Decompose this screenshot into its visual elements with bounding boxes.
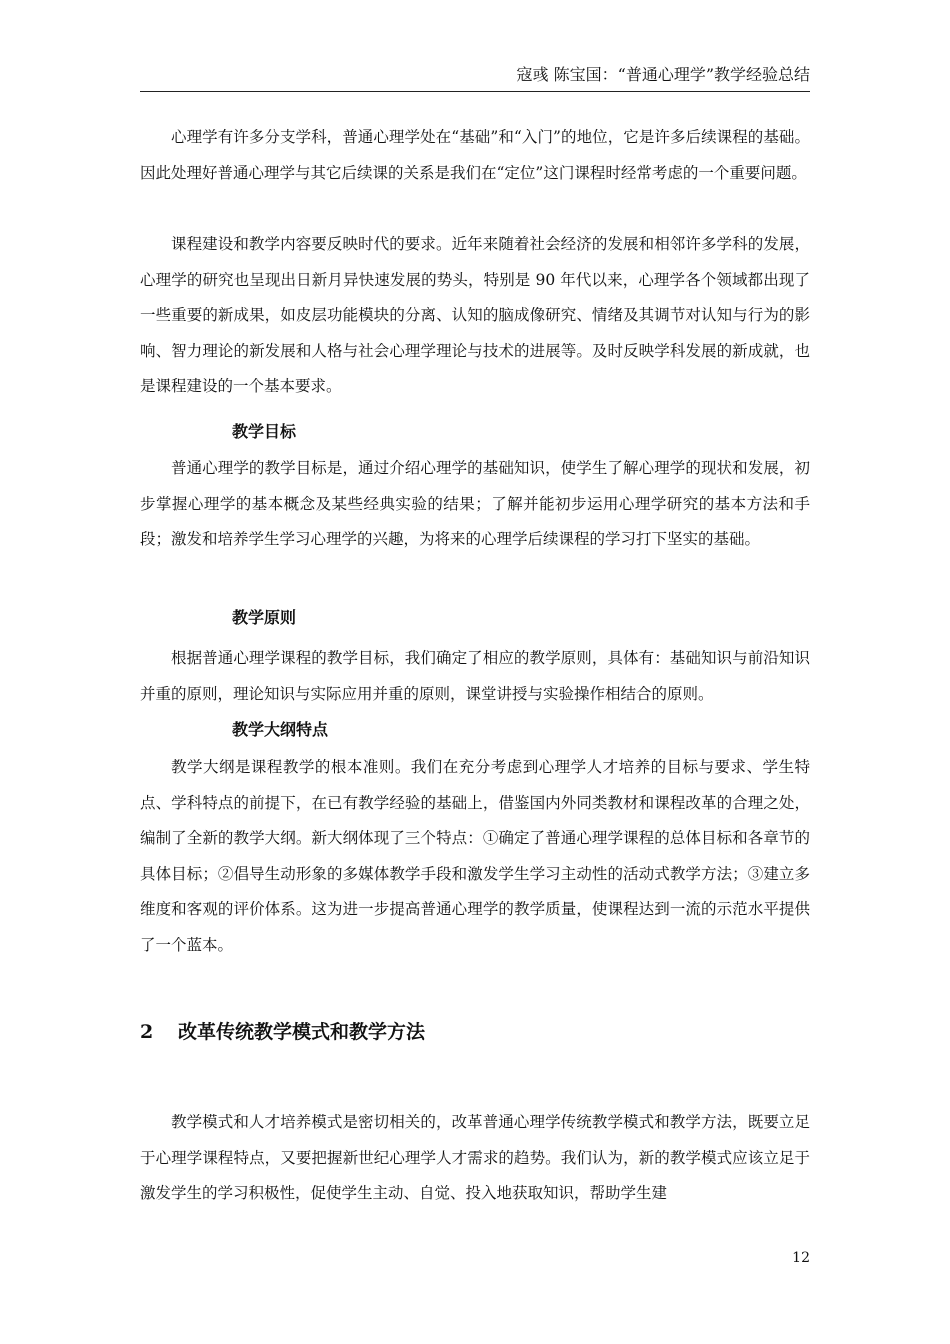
section-number: 2 [140, 1021, 154, 1043]
section-title: 改革传统教学模式和教学方法 [178, 1021, 426, 1043]
header-rule [140, 91, 810, 92]
subheading-teaching-principles: 教学原则 [232, 608, 297, 627]
page-number: 12 [792, 1250, 810, 1266]
paragraph-teaching-model: 教学模式和人才培养模式是密切相关的，改革普通心理学传统教学模式和教学方法，既要立足于心理学课程特点，又要把握新世纪心理学人才需求的趋势。我们认为，新的教学模式应该立足于激发学生的学习积极性，促使学生主动、自觉、投入地获取知识，帮助学生建 [140, 1113, 810, 1202]
paragraph-course-timeliness: 课程建设和教学内容要反映时代的要求。近年来随着社会经济的发展和相邻许多学科的发展，心理学的研究也呈现出日新月异快速发展的势头，特别是 90 年代以来，心理学各个领域都出现了一些重要的新成果，如皮层功能模块的分离、认知的脑成像研究、情绪及其调节对认知与行为的影响、智力理论的新发展和人格与社会心理学理论与技术的进展等。及时反映学科发展的新成就，也是课程建设的一个基本要求。 [140, 235, 810, 395]
paragraph-syllabus-features: 教学大纲是课程教学的根本准则。我们在充分考虑到心理学人才培养的目标与要求、学生特点、学科特点的前提下，在已有教学经验的基础上，借鉴国内外同类教材和课程改革的合理之处，编制了全新的教学大纲。新大纲体现了三个特点：①确定了普通心理学课程的总体目标和各章节的具体目标；②倡导生动形象的多媒体教学手段和激发学生学习主动性的活动式教学方法；③建立多维度和客观的评价体系。这为进一步提高普通心理学的教学质量，使课程达到一流的示范水平提供了一个蓝本。 [140, 758, 810, 954]
running-header: 寇彧 陈宝国：“普通心理学”教学经验总结 [516, 65, 810, 84]
paragraph-course-positioning: 心理学有许多分支学科，普通心理学处在“基础”和“入门”的地位，它是许多后续课程的基础。因此处理好普通心理学与其它后续课的关系是我们在“定位”这门课程时经常考虑的一个重要问题。 [140, 128, 810, 182]
section-heading [140, 1019, 425, 1045]
subheading-syllabus-features: 教学大纲特点 [232, 720, 329, 739]
paragraph-teaching-goals: 普通心理学的教学目标是，通过介绍心理学的基础知识，使学生了解心理学的现状和发展，初步掌握心理学的基本概念及某些经典实验的结果；了解并能初步运用心理学研究的基本方法和手段；激发和培养学生学习心理学的兴趣，为将来的心理学后续课程的学习打下坚实的基础。 [140, 459, 810, 548]
subheading-teaching-goals: 教学目标 [232, 422, 297, 441]
paragraph-teaching-principles: 根据普通心理学课程的教学目标，我们确定了相应的教学原则，具体有：基础知识与前沿知识并重的原则，理论知识与实际应用并重的原则，课堂讲授与实验操作相结合的原则。 [140, 649, 810, 703]
